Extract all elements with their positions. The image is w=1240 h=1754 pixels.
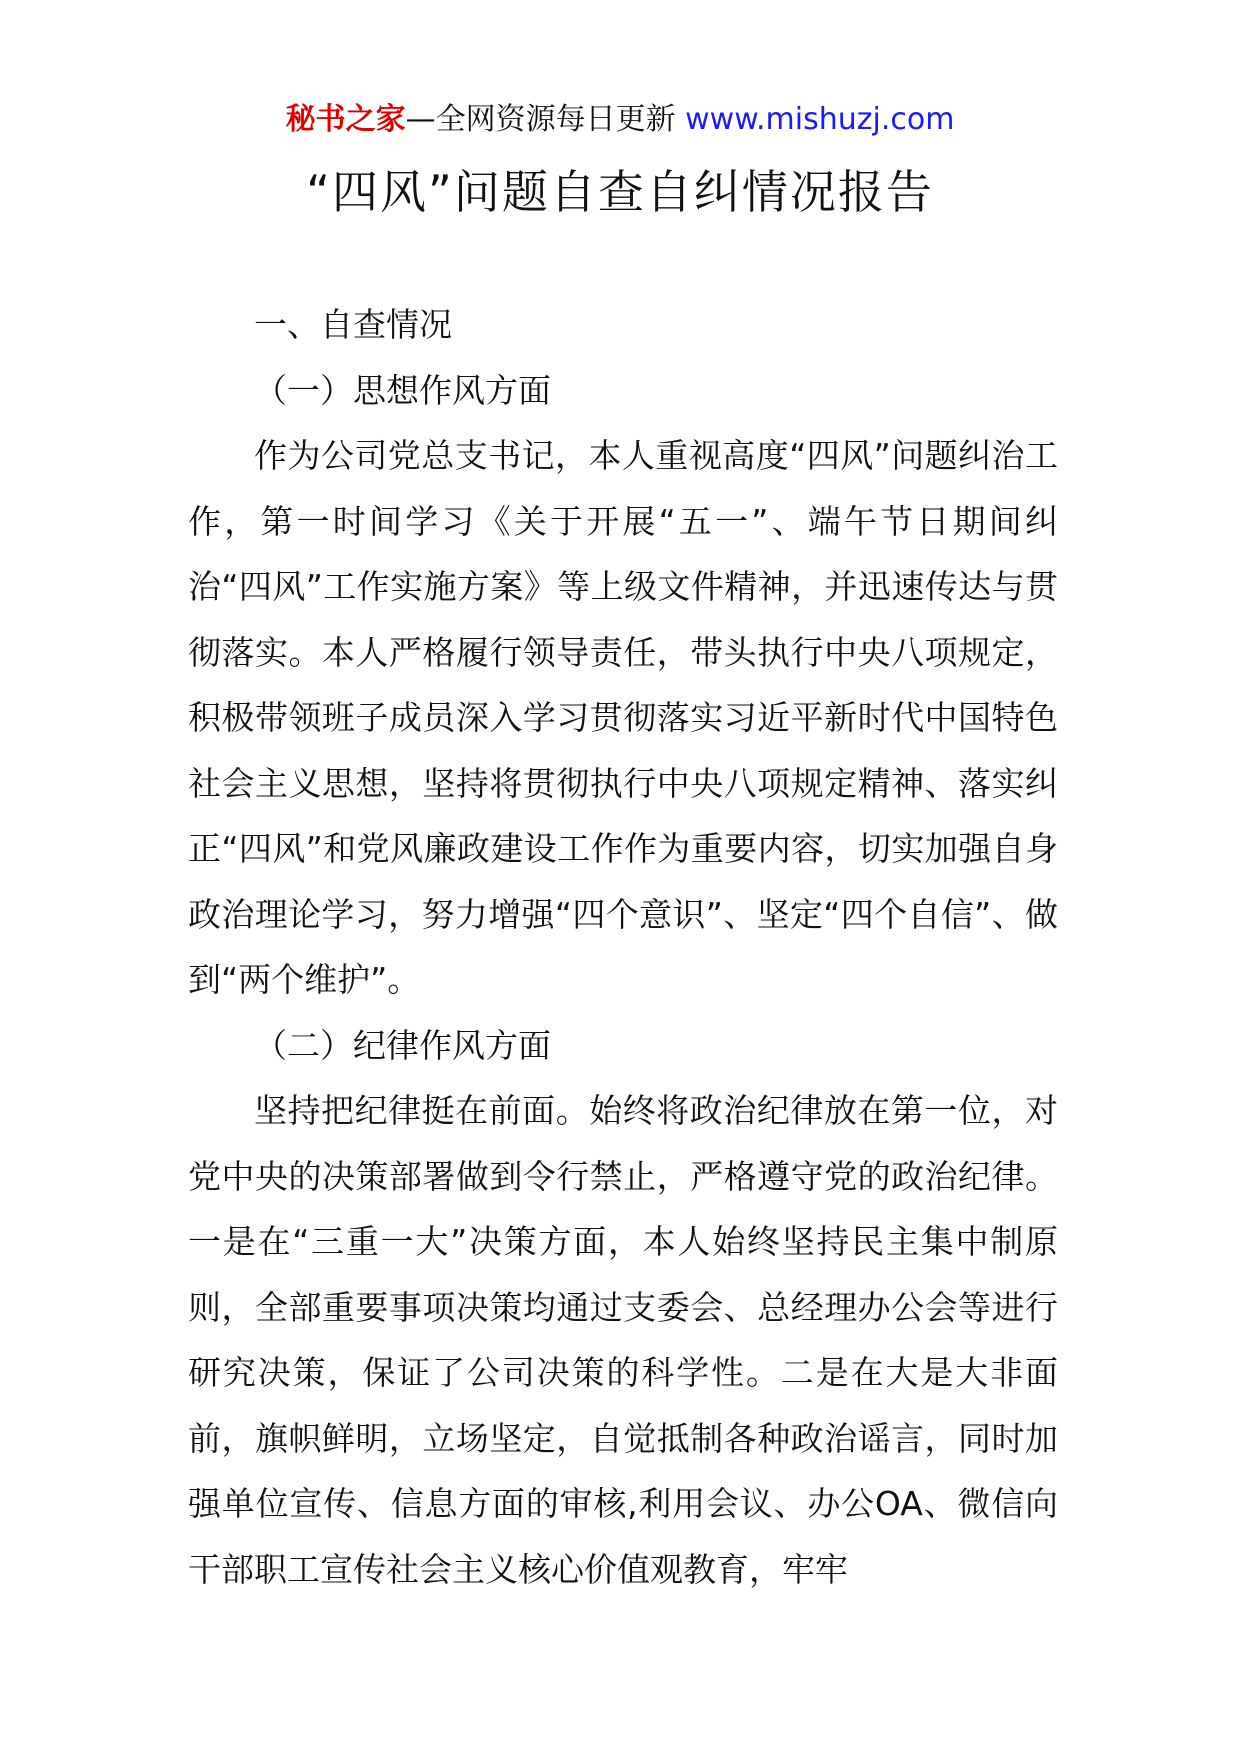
document-title: “四风”问题自查自纠情况报告: [306, 165, 934, 219]
header-tagline: —全网资源每日更新: [405, 102, 686, 137]
watermark-header: [0, 100, 1240, 140]
paragraph-1: 作为公司党总支书记，本人重视高度“四风”问题纠治工作，第一时间学习《关于开展“五一”、端午节日期间纠治“四风”工作实施方案》等上级文件精神，并迅速传达与贯彻落实。本人严格履行领导责任，带头执行中央八项规定，积极带领班子成员深入学习贯彻落实习近平新时代中国特色社会主义思想，坚持将贯彻执行中央八项规定精神、落实纠正“四风”和党风廉政建设工作作为重要内容，切实加强自身政治理论学习，努力增强“四个意识”、坚定“四个自信”、做到“两个维护”。: [188, 436, 1058, 999]
subsection-heading-1: （一）思想作风方面: [254, 370, 551, 410]
header-brand: 秘书之家: [285, 102, 406, 137]
document-body: [188, 292, 1058, 1602]
section-heading-1: 一、自查情况: [254, 305, 452, 344]
paragraph-2: 坚持把纪律挺在前面。始终将政治纪律放在第一位，对党中央的决策部署做到令行禁止，严格遵守党的政治纪律。一是在“三重一大”决策方面，本人始终坚持民主集中制原则，全部重要事项决策均通过支委会、总经理办公会等进行研究决策，保证了公司决策的科学性。二是在大是大非面前，旗帜鲜明，立场坚定，自觉抵制各种政治谣言，同时加强单位宣传、信息方面的审核,利用会议、办公OA、微信向干部职工宣传社会主义核心价值观教育，牢牢: [188, 1091, 1058, 1589]
subsection-heading-2: （二）纪律作风方面: [254, 1025, 551, 1065]
header-url[interactable]: www.mishuzj.com: [685, 102, 955, 137]
